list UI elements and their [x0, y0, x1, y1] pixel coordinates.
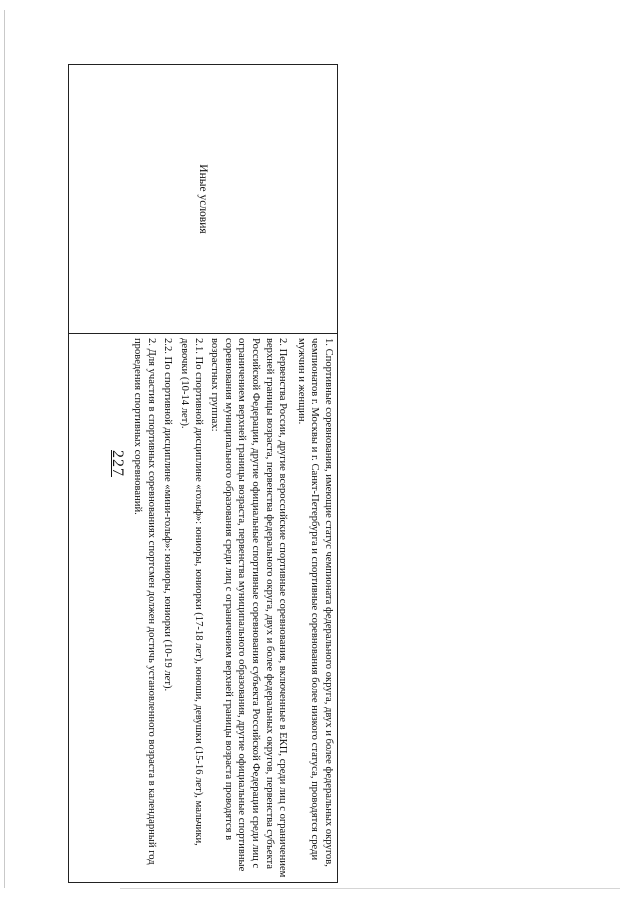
paragraph-2: 2. Первенства России, другие всероссийские спортивные соревнования, включенные в ЕКП, среди лиц с ограничением верхней границы возраста, первенства федерального округа, двух и более федеральных округов, первенства субъекта Российской Федерации, другие официальные спортивные соревнования субъекта Российской Федерации среди лиц с ограничением верхней границы возраста, первенства муниципального образования, другие официальные спортивные соревнования муниципального образования среди лиц с ограничением верхней границы возраста проводятся в возрастных группах: — [209, 338, 289, 878]
paragraph-2-2: 2.2. По спортивной дисциплине «мини-гольф»: юниоры, юниорки (10-19 лет). — [162, 338, 174, 692]
page-edge-left — [4, 10, 5, 888]
row-label: Иные условия — [197, 164, 209, 234]
content-cell — [69, 334, 338, 883]
page-number: 227 — [109, 450, 126, 477]
label-cell — [69, 65, 338, 334]
paragraph-3: 2. Для участия в спортивных соревнованиях спортсмен должен достичь установленного возраста в календарный год проведения спортивных соревнований. — [132, 338, 157, 865]
rotated-sheet — [68, 64, 338, 894]
paragraph-2-1: 2.1. По спортивной дисциплине «гольф»: юниоры, юниорки (17-18 лет), юноши, девушки (15-16 лет), мальчики, девочки (10-14 лет). — [179, 338, 204, 846]
paragraph-1: 1. Спортивные соревнования, имеющие статус чемпионата федерального округа, двух и более федеральных округов, чемпионатов г. Москвы и г. Санкт-Петербурга и спортивные соревнования более низкого статуса, проводятся среди мужчин и женщин. — [295, 338, 334, 867]
